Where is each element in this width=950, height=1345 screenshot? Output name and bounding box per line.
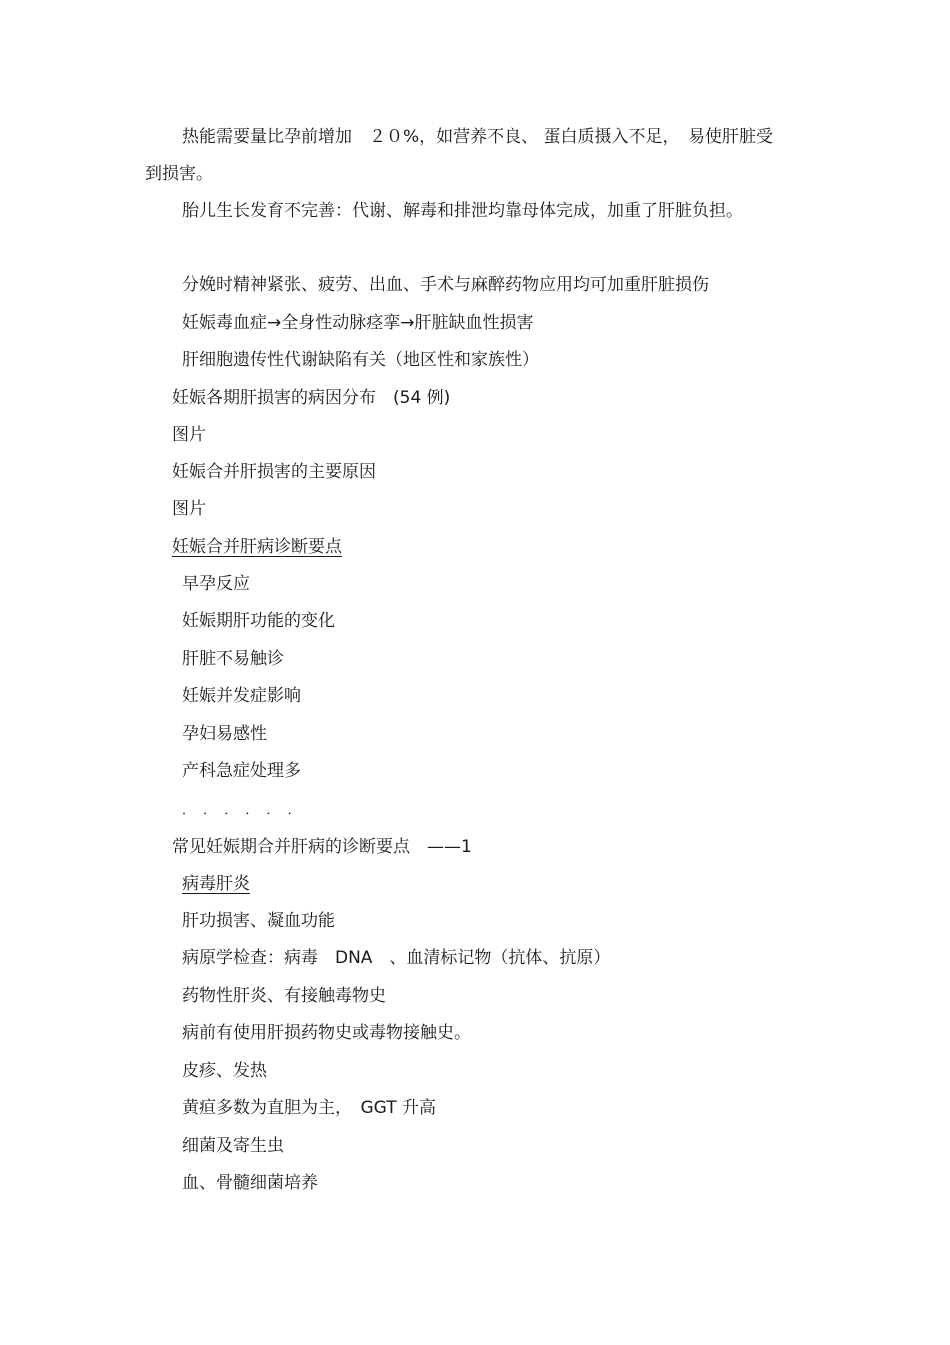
- list-item-blood-culture: 血、骨髓细菌培养: [182, 1173, 318, 1193]
- heading-diagnosis-points-text: 妊娠合并肝病诊断要点: [172, 537, 342, 557]
- heading-cause-distribution: 妊娠各期肝损害的病因分布 (54 例): [172, 388, 451, 408]
- paragraph-toxemia: 妊娠毒血症→全身性动脉痉挛→肝脏缺血性损害: [182, 313, 534, 333]
- heading-diagnosis-points: [172, 536, 364, 558]
- paragraph-delivery: 分娩时精神紧张、疲劳、出血、手术与麻醉药物应用均可加重肝脏损伤: [182, 275, 709, 295]
- list-item-liver-function-change: 妊娠期肝功能的变化: [182, 611, 335, 631]
- list-item-jaundice: 黄疸多数为直胆为主， GGT 升高: [182, 1098, 437, 1118]
- paragraph-energy-line2: 到损害。: [145, 164, 213, 184]
- heading-common-diagnosis: 常见妊娠期合并肝病的诊断要点 ——1: [172, 837, 472, 857]
- list-item-rash-fever: 皮疹、发热: [182, 1061, 267, 1081]
- list-item-bacteria-parasites: 细菌及寄生虫: [182, 1136, 284, 1156]
- list-item-drug-history: 病前有使用肝损药物史或毒物接触史。: [182, 1023, 471, 1043]
- image-placeholder-1: 图片: [172, 425, 206, 445]
- list-item-coagulation: 肝功损害、凝血功能: [182, 911, 335, 931]
- paragraph-fetal: 胎儿生长发育不完善：代谢、解毒和排泄均靠母体完成，加重了肝脏负担。: [182, 201, 743, 221]
- image-placeholder-2: 图片: [172, 499, 206, 519]
- list-item-liver-palpation: 肝脏不易触诊: [182, 649, 284, 669]
- heading-main-causes: 妊娠合并肝损害的主要原因: [172, 462, 376, 482]
- ellipsis-dots: ． ． ． ． ． ．: [182, 803, 303, 818]
- list-item-obstetric-emergency: 产科急症处理多: [182, 761, 301, 781]
- list-item-drug-hepatitis: 药物性肝炎、有接触毒物史: [182, 986, 386, 1006]
- list-item-early-pregnancy: 早孕反应: [182, 574, 250, 594]
- paragraph-energy-line1: 热能需要量比孕前增加 ２０%，如营养不良、 蛋白质摄入不足， 易使肝脏受: [182, 127, 774, 147]
- subheading-viral-hepatitis-text: 病毒肝炎: [182, 874, 250, 894]
- subheading-viral-hepatitis: [182, 873, 270, 895]
- paragraph-genetic: 肝细胞遗传性代谢缺陷有关（地区性和家族性）: [182, 350, 539, 370]
- list-item-complications: 妊娠并发症影响: [182, 686, 301, 706]
- list-item-susceptibility: 孕妇易感性: [182, 724, 267, 744]
- list-item-etiology-test: 病原学检查：病毒 DNA 、血清标记物（抗体、抗原）: [182, 948, 611, 968]
